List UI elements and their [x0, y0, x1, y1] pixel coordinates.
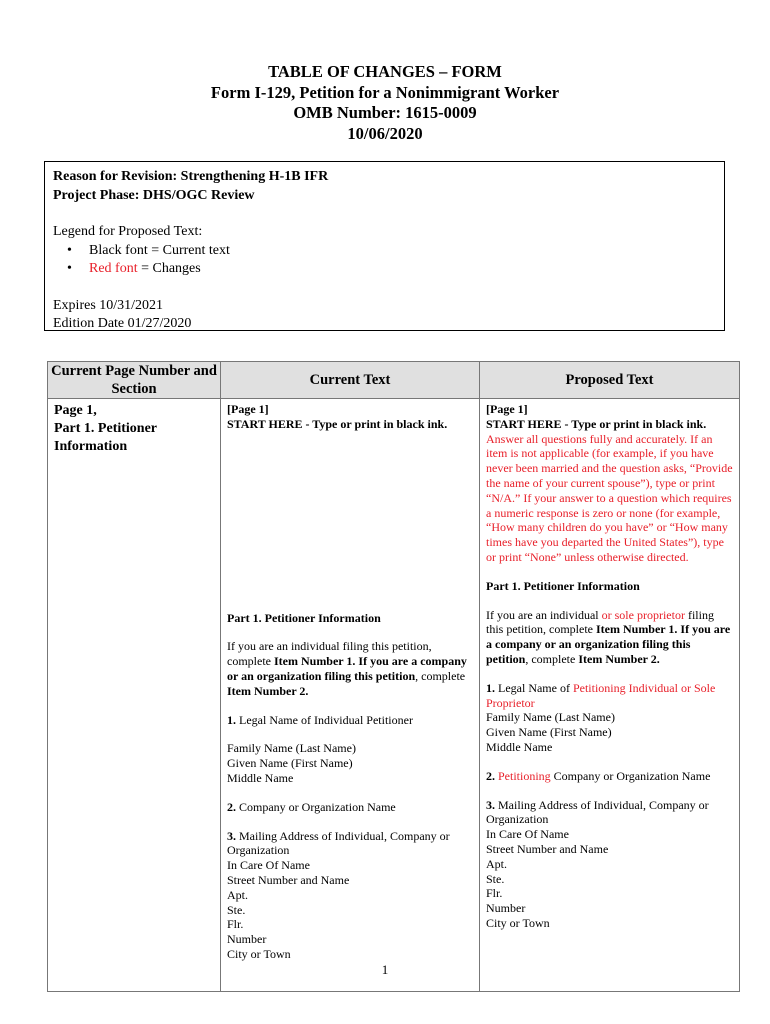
section-cell [48, 399, 221, 992]
title-line-3: OMB Number: 1615-0009 [293, 103, 477, 122]
proposed-item-2: 2. Petitioning Company or Organization Name [486, 768, 711, 783]
revision-reason: Reason for Revision: Strengthening H-1B IFR [53, 169, 329, 184]
current-individual-instructions: If you are an individual filing this petition, complete Item Number 1. If you are a company or an organization filing this petition, complete Item Number 2. [227, 639, 467, 698]
proposed-page-tag: [Page 1] [486, 402, 528, 416]
legend-item-red [89, 260, 716, 279]
legend-title: Legend for Proposed Text: [53, 224, 203, 239]
proposed-item-3: 3. Mailing Address of Individual, Company or Organization In Care Of Name Street Number and Name Apt. Ste. Flr. Number City or Town [486, 797, 709, 930]
revision-info-box [44, 161, 725, 331]
title-line-1: TABLE OF CHANGES – FORM [268, 62, 502, 81]
header-proposed-text: Proposed Text [480, 362, 740, 399]
title-line-4: 10/06/2020 [347, 123, 423, 143]
proposed-name-fields: Family Name (Last Name) Given Name (First Name) Middle Name [486, 710, 615, 754]
header-section: Current Page Number and Section [48, 362, 221, 399]
legend-red-label: Red font [89, 261, 138, 276]
header-current-text: Current Text [221, 362, 480, 399]
current-text-cell [221, 399, 480, 992]
section-page: Page 1, [54, 403, 97, 418]
proposed-start-here: START HERE - Type or print in black ink. [486, 416, 707, 431]
title-line-2: Form I-129, Petition for a Nonimmigrant Worker [210, 82, 560, 102]
current-name-fields: Family Name (Last Name) Given Name (First Name) Middle Name [227, 741, 356, 785]
expiration-date: Expires 10/31/2021 [53, 297, 164, 313]
proposed-part-heading: Part 1. Petitioner Information [486, 578, 640, 593]
section-part: Part 1. Petitioner Information [54, 421, 157, 454]
changes-table [47, 361, 740, 992]
proposed-instructions: Answer all questions fully and accurately. If an item is not applicable (for example, if you have never been married and the question asks, “Provide the name of your current spouse”), type or print “N/A.” If your answer to a question which requires a numeric response is zero or none (for example, “How many children do you have” or “How many times have you departed the United States”), type or print “None” unless otherwise directed. [486, 431, 733, 564]
proposed-individual-instructions: If you are an individual or sole proprietor filing this petition, complete Item Number 1. If you are a company or an organization filing this petition, complete Item Number 2. [486, 607, 731, 666]
current-item-2: 2. Company or Organization Name [227, 799, 396, 814]
table-row [48, 399, 740, 992]
current-part-heading: Part 1. Petitioner Information [227, 610, 381, 625]
legend-item-black: • Black font = Current text [89, 242, 716, 261]
current-item-1: 1. Legal Name of Individual Petitioner [227, 712, 413, 727]
document-title [0, 62, 770, 144]
proposed-text-cell [480, 399, 740, 992]
edition-date: Edition Date 01/27/2020 [53, 316, 192, 331]
project-phase: Project Phase: DHS/OGC Review [53, 187, 255, 203]
page-number: 1 [381, 962, 389, 977]
proposed-item-1: 1. Legal Name of Petitioning Individual or Sole Proprietor [486, 680, 716, 710]
legend-list [53, 242, 716, 279]
table-header-row [48, 362, 740, 399]
current-start-here: START HERE - Type or print in black ink. [227, 416, 448, 431]
legend-red-rest: = Changes [137, 261, 201, 276]
current-page-tag: [Page 1] [227, 402, 269, 416]
current-item-3: 3. Mailing Address of Individual, Company or Organization In Care Of Name Street Number and Name Apt. Ste. Flr. Number City or Town [227, 828, 450, 961]
